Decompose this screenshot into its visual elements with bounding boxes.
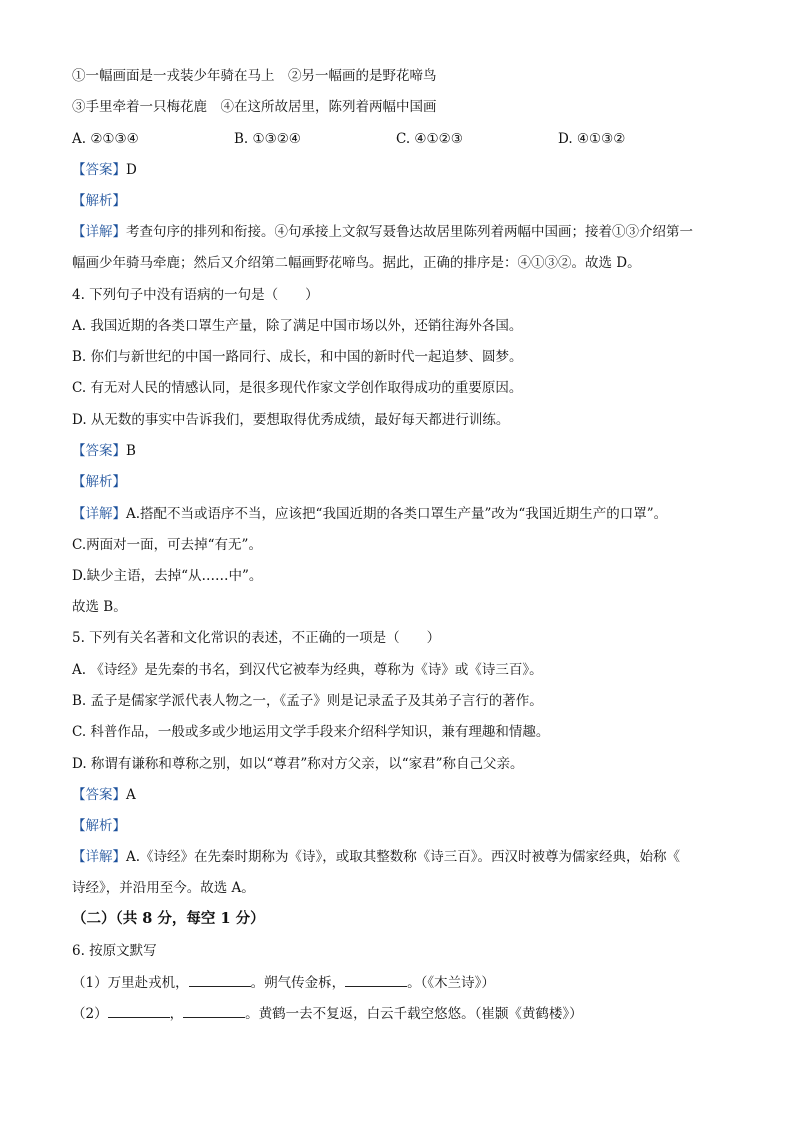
q4-answer bbox=[72, 441, 136, 461]
q4-detail-line2: C.两面对一面，可去掉“有无”。 bbox=[72, 537, 262, 553]
q3-detail-line2: 幅画少年骑马牵鹿；然后又介绍第二幅画野花啼鸟。据此，正确的排序是：④①③②。故选 D。 bbox=[72, 255, 641, 271]
q3-items-line2: ③手里牵着一只梅花鹿 ④在这所故居里，陈列着两幅中国画 bbox=[72, 99, 437, 115]
detail-label: 【详解】 bbox=[72, 849, 126, 865]
q3-option-d: D. ④①③② bbox=[558, 131, 626, 147]
detail-label: 【详解】 bbox=[72, 224, 126, 240]
q5-detail-line1: 【详解】A.《诗经》在先秦时期称为《诗》，或取其整数称《诗三百》。西汉时被尊为儒家经典，始称《 bbox=[72, 849, 681, 865]
q6-item-1: （1）万里赴戎机， 。朔气传金柝， 。（《木兰诗》） bbox=[72, 972, 495, 993]
detail-label: 【详解】 bbox=[72, 506, 126, 522]
q3-analysis-label: 【解析】 bbox=[72, 193, 126, 209]
q6-item-2: （2） ， 。黄鹤一去不复返，白云千载空悠悠。（崔颢《黄鹤楼》） bbox=[72, 1003, 583, 1024]
q5-stem: 5. 下列有关名著和文化常识的表述，不正确的一项是（ ） bbox=[72, 630, 441, 646]
answer-blank[interactable] bbox=[108, 1003, 170, 1018]
q4-detail-line4: 故选 B。 bbox=[72, 599, 127, 615]
q4-option-d: D. 从无数的事实中告诉我们，要想取得优秀成绩，最好每天都进行训练。 bbox=[72, 412, 510, 428]
answer-value: B bbox=[126, 443, 136, 459]
q5-answer bbox=[72, 785, 136, 805]
q5-option-a: A. 《诗经》是先秦的书名，到汉代它被奉为经典，尊称为《诗》或《诗三百》。 bbox=[72, 662, 543, 678]
q3-detail-line1: 【详解】考查句序的排列和衔接。④句承接上文叙写聂鲁达故居里陈列着两幅中国画；接着①③介绍第一 bbox=[72, 224, 693, 240]
answer-blank[interactable] bbox=[345, 972, 407, 987]
section-heading: （二）（共 8 分，每空 1 分） bbox=[72, 910, 265, 927]
q3-option-c: C. ④①②③ bbox=[396, 131, 463, 147]
q6-stem: 6. 按原文默写 bbox=[72, 943, 157, 959]
answer-value: D bbox=[126, 162, 137, 178]
q4-stem: 4. 下列句子中没有语病的一句是（ ） bbox=[72, 287, 319, 303]
answer-label: 【答案】 bbox=[72, 787, 126, 803]
answer-blank[interactable] bbox=[183, 1003, 245, 1018]
answer-label: 【答案】 bbox=[72, 443, 126, 459]
q5-option-d: D. 称谓有谦称和尊称之别，如以“尊君”称对方父亲，以“家君”称自己父亲。 bbox=[72, 756, 524, 772]
answer-value: A bbox=[126, 787, 136, 803]
q3-items-line1: ①一幅画面是一戎装少年骑在马上 ②另一幅画的是野花啼鸟 bbox=[72, 68, 437, 84]
q3-option-a: A. ②①③④ bbox=[72, 131, 139, 147]
answer-blank[interactable] bbox=[189, 972, 251, 987]
answer-label: 【答案】 bbox=[72, 162, 126, 178]
q3-option-b: B. ①③②④ bbox=[234, 131, 301, 147]
q4-option-b: B. 你们与新世纪的中国一路同行、成长，和中国的新时代一起追梦、圆梦。 bbox=[72, 349, 523, 365]
q4-detail-line1: 【详解】A.搭配不当或语序不当，应该把“我国近期的各类口罩生产量”改为“我国近期生产的口罩”。 bbox=[72, 506, 668, 522]
q5-detail-line2: 诗经》，并沿用至今。故选 A。 bbox=[72, 880, 255, 896]
q5-option-c: C. 科普作品，一般或多或少地运用文学手段来介绍科学知识，兼有理趣和情趣。 bbox=[72, 724, 550, 740]
q5-option-b: B. 孟子是儒家学派代表人物之一，《孟子》则是记录孟子及其弟子言行的著作。 bbox=[72, 693, 543, 709]
q4-option-c: C. 有无对人民的情感认同，是很多现代作家文学创作取得成功的重要原因。 bbox=[72, 380, 523, 396]
q5-analysis-label: 【解析】 bbox=[72, 818, 126, 834]
q4-analysis-label: 【解析】 bbox=[72, 474, 126, 490]
q3-answer bbox=[72, 160, 137, 180]
q4-detail-line3: D.缺少主语，去掉“从……中”。 bbox=[72, 568, 263, 584]
q4-option-a: A. 我国近期的各类口罩生产量，除了满足中国市场以外，还销往海外各国。 bbox=[72, 318, 523, 334]
